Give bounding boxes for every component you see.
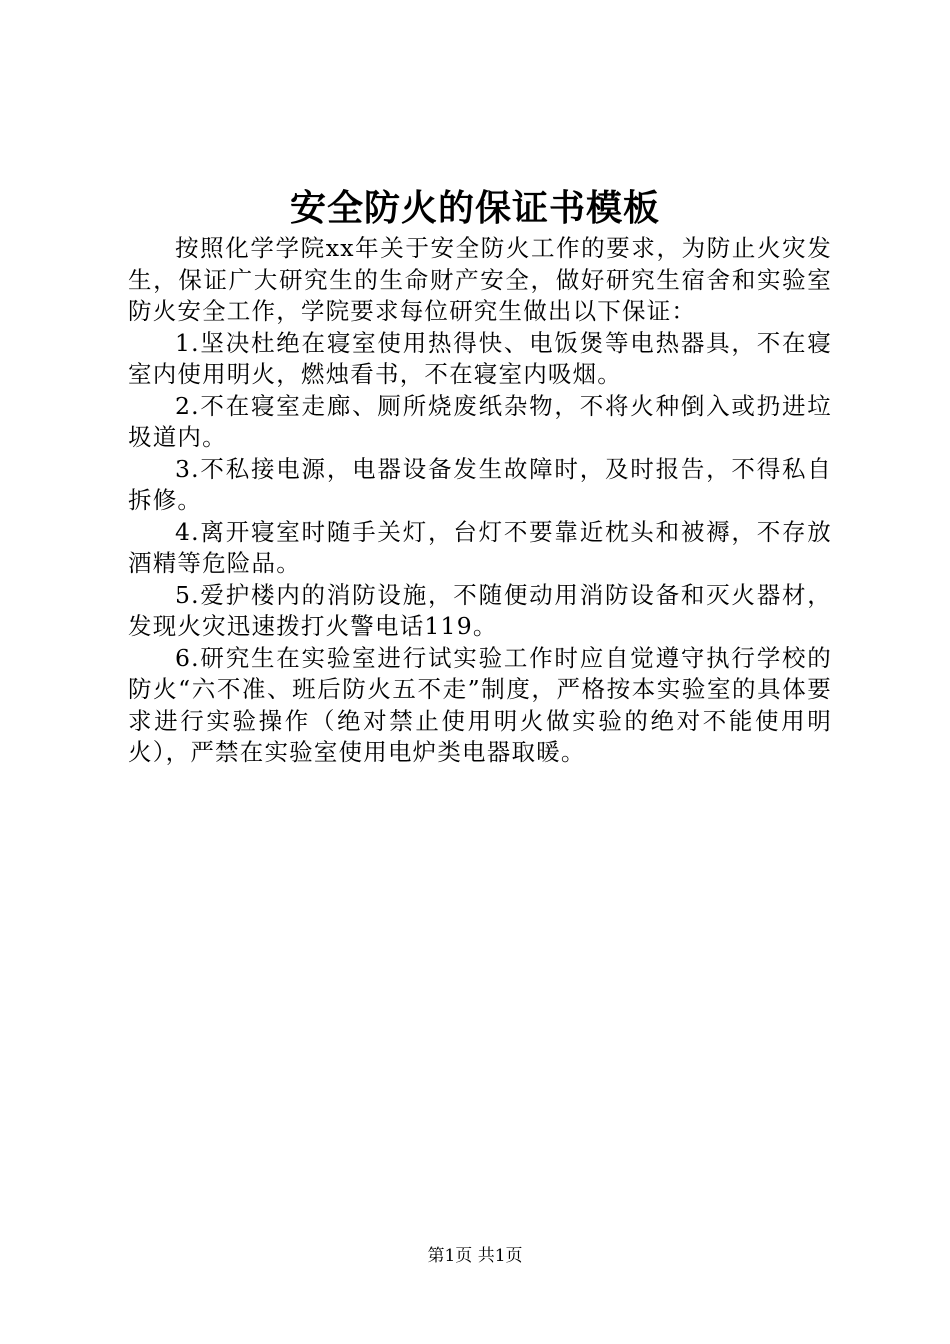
pledge-item-1: 1.坚决杜绝在寝室使用热得快、电饭煲等电热器具，不在寝室内使用明火，燃烛看书，不在寝室内吸烟。 xyxy=(128,328,832,388)
page-footer: 第1页 共1页 xyxy=(427,1246,523,1266)
pledge-item-5: 5.爱护楼内的消防设施，不随便动用消防设备和灭火器材，发现火灾迅速拨打火警电话119。 xyxy=(128,580,832,640)
intro-paragraph: 按照化学学院xx年关于安全防火工作的要求，为防止火灾发生，保证广大研究生的生命财产安全，做好研究生宿舍和实验室防火安全工作，学院要求每位研究生做出以下保证： xyxy=(128,234,832,325)
pledge-item-3: 3.不私接电源，电器设备发生故障时，及时报告，不得私自拆修。 xyxy=(128,454,832,514)
pledge-item-6: 6.研究生在实验室进行试实验工作时应自觉遵守执行学校的防火“六不准、班后防火五不走”制度，严格按本实验室的具体要求进行实验操作（绝对禁止使用明火做实验的绝对不能使用明火），严禁在实验室使用电炉类电器取暖。 xyxy=(128,643,832,766)
pledge-item-4: 4.离开寝室时随手关灯，台灯不要靠近枕头和被褥，不存放酒精等危险品。 xyxy=(128,517,832,577)
pledge-item-2: 2.不在寝室走廊、厕所烧废纸杂物，不将火种倒入或扔进垃圾道内。 xyxy=(128,391,832,451)
document-body xyxy=(128,233,832,769)
document-title: 安全防火的保证书模板 xyxy=(289,187,660,229)
